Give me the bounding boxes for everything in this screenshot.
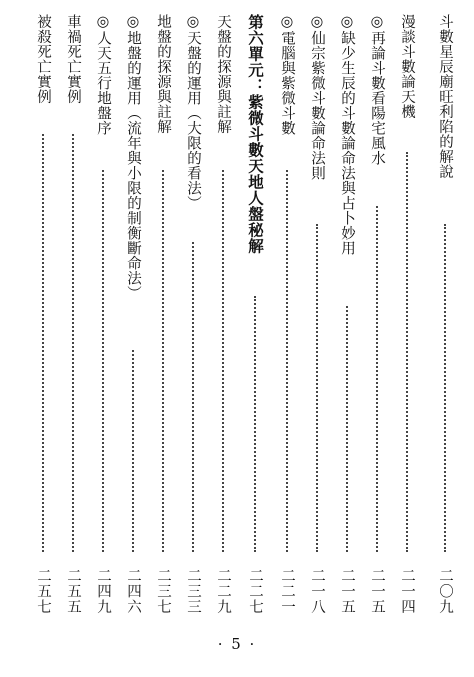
- entry-title: ◎再論斗數看陽宅風水: [369, 14, 385, 166]
- entry-page: 二五五: [65, 567, 81, 614]
- entry-title: 車禍死亡實例: [65, 14, 81, 104]
- dot-leader: [406, 152, 408, 552]
- dot-leader: [72, 134, 74, 552]
- entry-page: 二一八: [309, 567, 325, 614]
- entry-page: 二一五: [339, 567, 355, 614]
- dot-leader: [222, 170, 224, 552]
- toc-entry: [154, 14, 172, 614]
- toc-entry: [436, 14, 454, 614]
- dot-leader: [316, 224, 318, 552]
- dot-leader: [346, 306, 348, 552]
- section-heading: [246, 14, 264, 614]
- entry-title: ◎地盤的運用（流年與小限的制衡斷命法）: [125, 14, 141, 301]
- toc-entry: [278, 14, 296, 614]
- entry-page: 二二九: [215, 567, 231, 614]
- entry-title: 斗數星辰廟旺利陷的解說: [437, 14, 453, 179]
- toc-entry: [398, 14, 416, 614]
- dot-leader: [254, 296, 256, 552]
- toc-entry: [124, 14, 142, 614]
- entry-page: 二五七: [35, 567, 51, 614]
- entry-page: 二二一: [279, 567, 295, 614]
- entry-page: 二三七: [155, 567, 171, 614]
- entry-page: 二四六: [125, 567, 141, 614]
- dot-leader: [286, 170, 288, 552]
- dot-leader: [192, 242, 194, 552]
- toc-entry: [368, 14, 386, 614]
- entry-title: 地盤的探源與註解: [155, 14, 171, 134]
- entry-title: 天盤的探源與註解: [215, 14, 231, 134]
- entry-page: 二三三: [185, 567, 201, 614]
- dot-leader: [444, 224, 446, 552]
- toc-entry: [64, 14, 82, 614]
- entry-page: 二一五: [369, 567, 385, 614]
- entry-title: ◎天盤的運用（大限的看法）: [185, 14, 201, 211]
- dot-leader: [376, 206, 378, 552]
- dot-leader: [42, 134, 44, 552]
- entry-title: 漫談斗數論天機: [399, 14, 415, 119]
- entry-title: ◎缺少生辰的斗數論命法與占卜妙用: [339, 14, 355, 256]
- entry-title: ◎仙宗紫微斗數論命法則: [309, 14, 325, 181]
- toc-entry: [308, 14, 326, 614]
- dot-leader: [102, 170, 104, 552]
- table-of-contents: [35, 14, 454, 614]
- section-title: 第六單元：紫微斗數天地人盤秘解: [246, 14, 265, 254]
- toc-entry: [94, 14, 112, 614]
- entry-page: 二一四: [399, 567, 415, 614]
- entry-page: 二〇九: [437, 567, 453, 614]
- toc-entry: [34, 14, 52, 614]
- page-number: · 5 ·: [217, 635, 257, 653]
- dot-leader: [132, 350, 134, 552]
- entry-title: ◎人天五行地盤序: [95, 14, 111, 136]
- dot-leader: [162, 170, 164, 552]
- toc-entry: [184, 14, 202, 614]
- entry-title: 被殺死亡實例: [35, 14, 51, 104]
- entry-title: ◎電腦與紫微斗數: [279, 14, 295, 136]
- entry-page: 二四九: [95, 567, 111, 614]
- toc-entry: [338, 14, 356, 614]
- entry-page: 二二七: [247, 567, 263, 614]
- toc-entry: [214, 14, 232, 614]
